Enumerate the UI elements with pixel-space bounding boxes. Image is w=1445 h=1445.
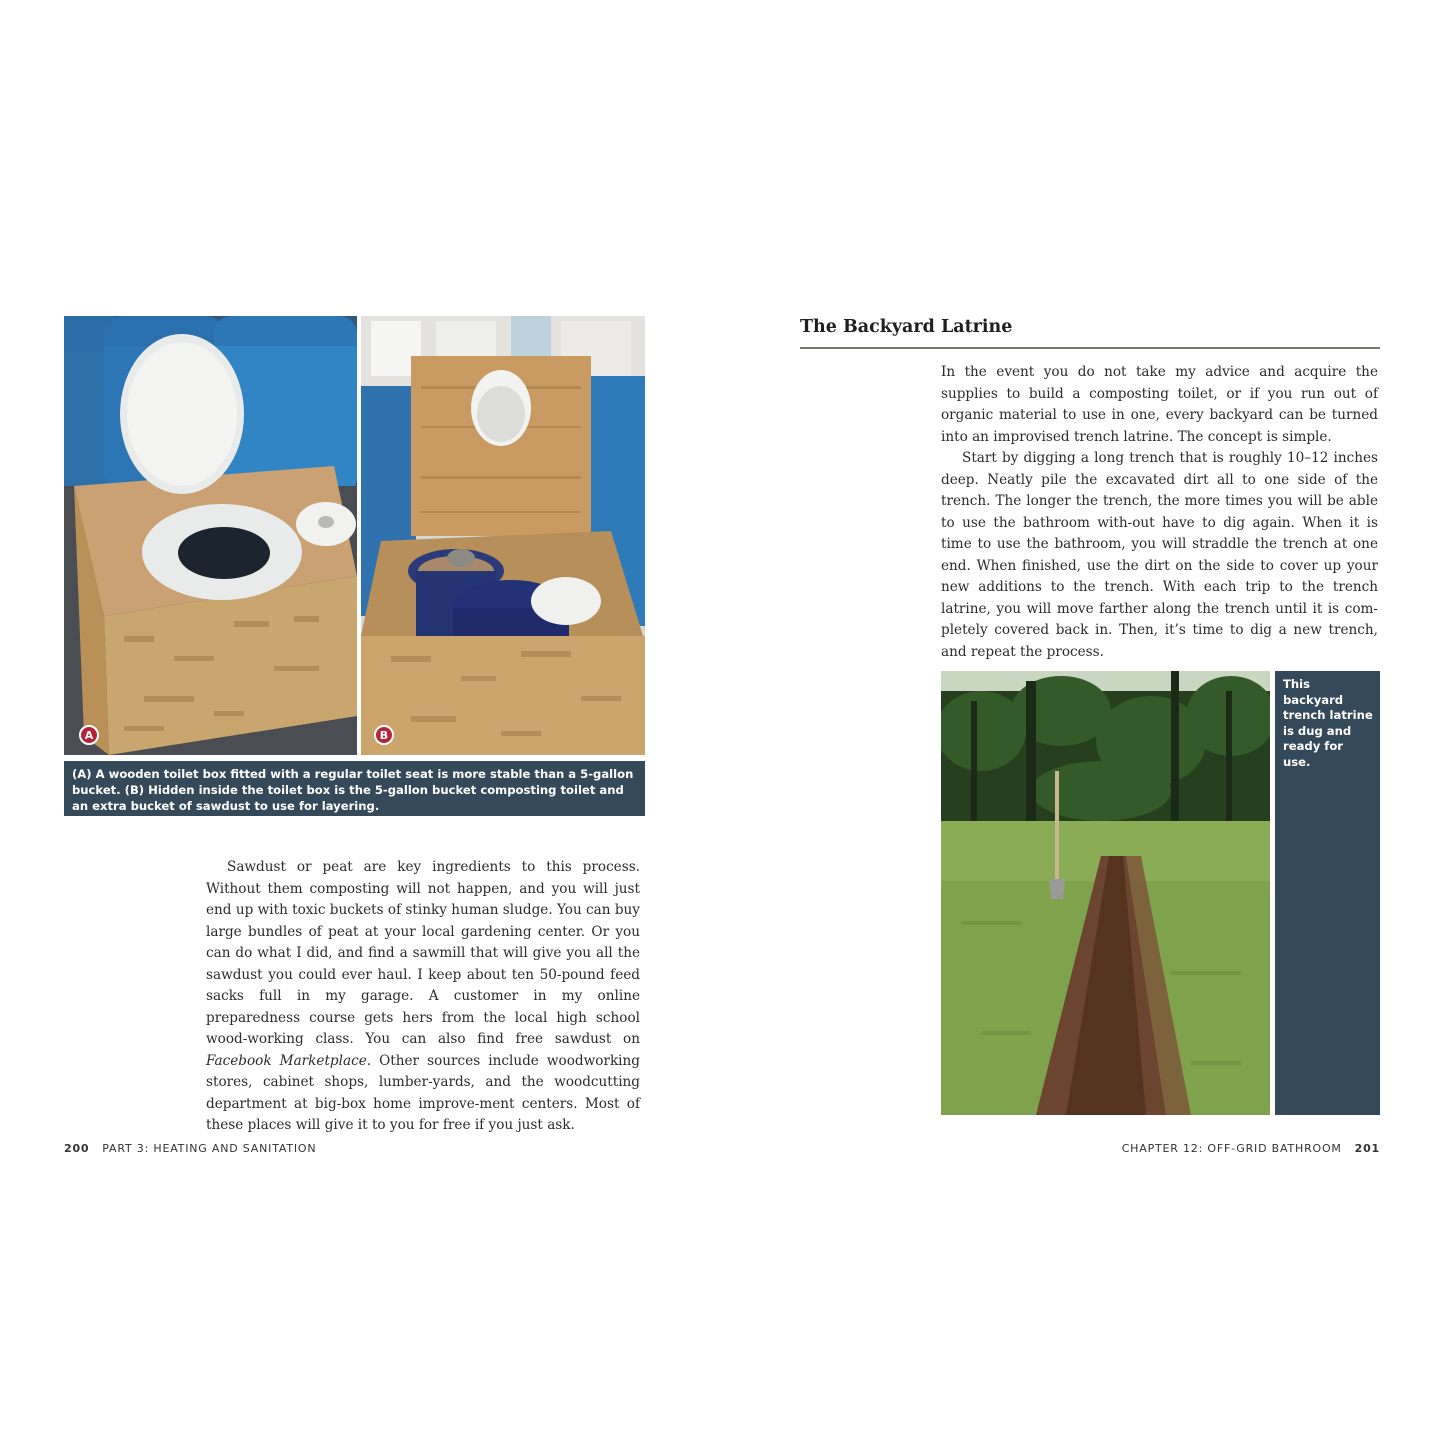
chapter-label: CHAPTER 12: OFF-GRID BATHROOM: [1121, 1142, 1342, 1155]
paragraph-text-start: Sawdust or peat are key ingredients to this process. Without them composting will not happen, and you will just end up with toxic buckets of stinky human sludge. You can buy large bundles of peat at your local gardening center. Or you can do what I did, and find a sawmill that will give you all the sawdust you could ever haul. I keep about ten 50-pound feed sacks full in my garage. A customer in my online preparedness course gets hers from the local high school wood-working class. You can also find free sawdust on: [206, 859, 640, 1047]
photo-a-toilet-box: [64, 316, 357, 755]
right-footer: [1122, 1142, 1380, 1155]
photo-b-badge: B: [374, 725, 394, 745]
section-title: The Backyard Latrine: [800, 317, 1013, 337]
sawdust-paragraph: [206, 857, 640, 1137]
trench-photo-caption: This backyard trench latrine is dug and ready for use.: [1275, 671, 1380, 1115]
title-rule: [800, 347, 1380, 349]
trench-latrine-photo: [941, 671, 1270, 1115]
latrine-paragraph-1: In the event you do not take my advice and acquire the supplies to build a composting toilet, or if you run out of organic material to use in one, every backyard can be turned into an improvised trench latrine. The concept is simple.: [941, 364, 1378, 445]
right-body-text: [941, 362, 1378, 663]
left-footer: [64, 1142, 316, 1155]
page-number-right: 201: [1354, 1142, 1380, 1155]
page-number-left: 200: [64, 1142, 90, 1155]
left-body-text: [206, 857, 640, 1137]
paragraph-text-end: . Other sources include woodworking stores, cabinet shops, lumber-yards, and the woodcutting department at big-box home improve-ment centers. Most of these places will give it to you for free if you just ask.: [206, 1052, 640, 1133]
part-label: PART 3: HEATING AND SANITATION: [102, 1142, 317, 1155]
photo-b-open-box: [361, 316, 645, 755]
facebook-marketplace-italic: Facebook Marketplace: [206, 1052, 367, 1069]
latrine-paragraph-2: Start by digging a long trench that is roughly 10–12 inches deep. Neatly pile the excavated dirt all to one side of the trench. The longer the trench, the more times you will be able to use the bathroom with-out have to dig again. When it is time to use the bathroom, you will straddle the trench at one end. When finished, use the dirt on the side to cover up your new additions to the trench. With each trip to the trench latrine, you will move farther along the trench until it is com-pletely covered back in. Then, it’s time to dig a new trench, and repeat the process.: [941, 450, 1378, 660]
photo-a-badge: A: [79, 725, 99, 745]
photo-caption: (A) A wooden toilet box fitted with a regular toilet seat is more stable than a 5-gallon bucket. (B) Hidden inside the toilet box is the 5-gallon bucket composting toilet and an extra bucket of sawdust to use for layering.: [64, 761, 645, 816]
